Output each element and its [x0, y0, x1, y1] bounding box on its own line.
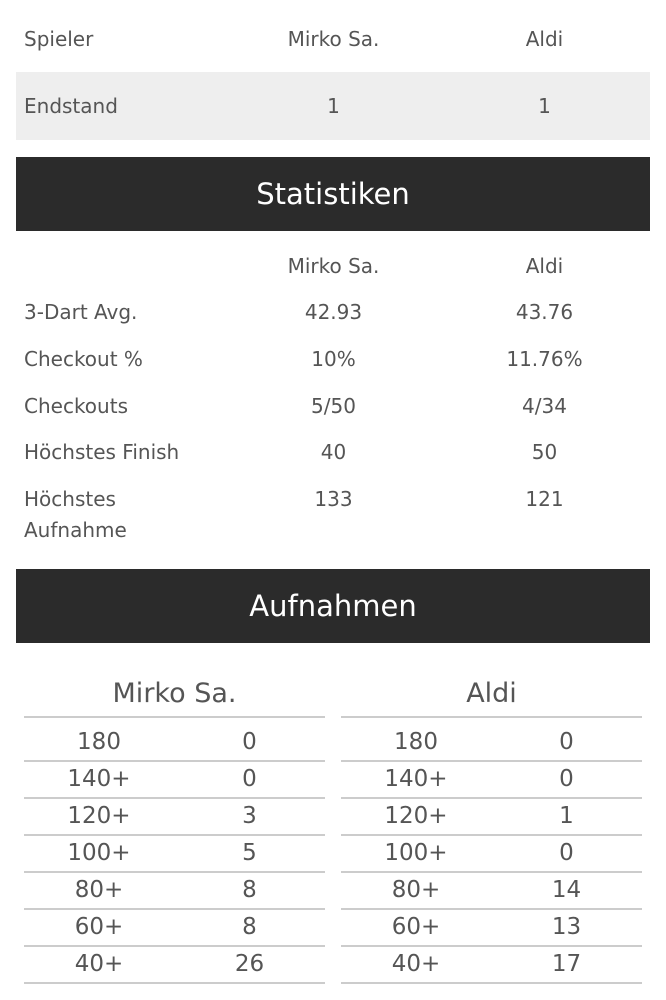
- stat-row-checkouts: [16, 391, 650, 421]
- player1-final-score: 1: [327, 94, 340, 118]
- rounds-count: 1: [559, 803, 574, 829]
- stat-player2-value: 4/34: [522, 394, 567, 418]
- player2-name: Aldi: [525, 27, 564, 51]
- rounds-label: 120+: [384, 803, 448, 829]
- rounds-row: [24, 873, 325, 910]
- stats-player1-name: Mirko Sa.: [287, 254, 380, 278]
- stat-label: Höchstes Finish: [24, 440, 180, 464]
- stat-row-highest-finish: [16, 437, 650, 467]
- rounds-row: [24, 947, 325, 984]
- rounds-label: 120+: [67, 803, 131, 829]
- rounds-label: 100+: [384, 840, 448, 866]
- player2-final-score: 1: [538, 94, 551, 118]
- stat-player2-value: 43.76: [515, 300, 574, 324]
- rounds-heading: Aufnahmen: [16, 569, 650, 643]
- player-column-label: Spieler: [24, 27, 94, 51]
- stat-player1-value: 5/50: [311, 394, 356, 418]
- rounds-row: [341, 910, 642, 947]
- rounds-count: 0: [559, 766, 574, 792]
- rounds-row: [341, 836, 642, 873]
- player2-rounds-table: [341, 672, 642, 984]
- stat-player1-value: 42.93: [304, 300, 363, 324]
- rounds-player2-name: Aldi: [341, 672, 642, 718]
- stats-empty-cell: [16, 251, 228, 281]
- rounds-row: [24, 762, 325, 799]
- rounds-row: [24, 910, 325, 947]
- rounds-label: 80+: [74, 877, 124, 903]
- rounds-label: 180: [394, 729, 438, 755]
- stat-player1-value: 133: [314, 487, 353, 511]
- rounds-row: [24, 799, 325, 836]
- rounds-row: [24, 836, 325, 873]
- rounds-label: 40+: [391, 951, 441, 977]
- rounds-count: 0: [242, 729, 257, 755]
- rounds-row: [341, 725, 642, 762]
- final-score-row: [16, 72, 650, 140]
- rounds-label: 60+: [391, 914, 441, 940]
- final-score-label: Endstand: [24, 94, 118, 118]
- rounds-count: 0: [559, 729, 574, 755]
- rounds-label: 40+: [74, 951, 124, 977]
- rounds-row: [341, 873, 642, 910]
- rounds-count: 5: [242, 840, 257, 866]
- statistics-heading: Statistiken: [16, 157, 650, 231]
- rounds-count: 13: [551, 914, 582, 940]
- rounds-label: 80+: [391, 877, 441, 903]
- rounds-count: 14: [551, 877, 582, 903]
- rounds-label: 180: [77, 729, 121, 755]
- stat-player2-value: 50: [531, 440, 558, 464]
- rounds-label: 60+: [74, 914, 124, 940]
- stats-player2-name: Aldi: [525, 254, 564, 278]
- stat-player2-value: 121: [525, 487, 564, 511]
- stats-player-names-row: [16, 251, 650, 281]
- rounds-label: 100+: [67, 840, 131, 866]
- player1-name: Mirko Sa.: [287, 27, 380, 51]
- stat-player1-value: 10%: [311, 347, 356, 371]
- rounds-row: [24, 725, 325, 762]
- stat-label: Checkouts: [24, 394, 128, 418]
- score-header-row: [16, 24, 650, 54]
- rounds-label: 140+: [384, 766, 448, 792]
- rounds-count: 17: [551, 951, 582, 977]
- rounds-player1-name: Mirko Sa.: [24, 672, 325, 718]
- stat-row-highest-score: [16, 484, 650, 542]
- stat-label: [16, 484, 228, 542]
- stat-label: 3-Dart Avg.: [24, 300, 138, 324]
- stat-row-average: [16, 297, 650, 327]
- stat-row-checkout-percent: [16, 344, 650, 374]
- stat-player2-value: 11.76%: [506, 347, 583, 371]
- rounds-label: 140+: [67, 766, 131, 792]
- rounds-count: 8: [242, 914, 257, 940]
- stat-label: Checkout %: [24, 347, 143, 371]
- stat-label-line2: Aufnahme: [24, 518, 127, 542]
- rounds-row: [341, 762, 642, 799]
- player1-rounds-table: [24, 672, 325, 984]
- stat-player1-value: 40: [320, 440, 347, 464]
- rounds-count: 0: [242, 766, 257, 792]
- rounds-count: 0: [559, 840, 574, 866]
- stat-label-line1: Höchstes: [24, 487, 116, 511]
- rounds-count: 3: [242, 803, 257, 829]
- rounds-row: [341, 799, 642, 836]
- rounds-count: 8: [242, 877, 257, 903]
- rounds-row: [341, 947, 642, 984]
- rounds-count: 26: [234, 951, 265, 977]
